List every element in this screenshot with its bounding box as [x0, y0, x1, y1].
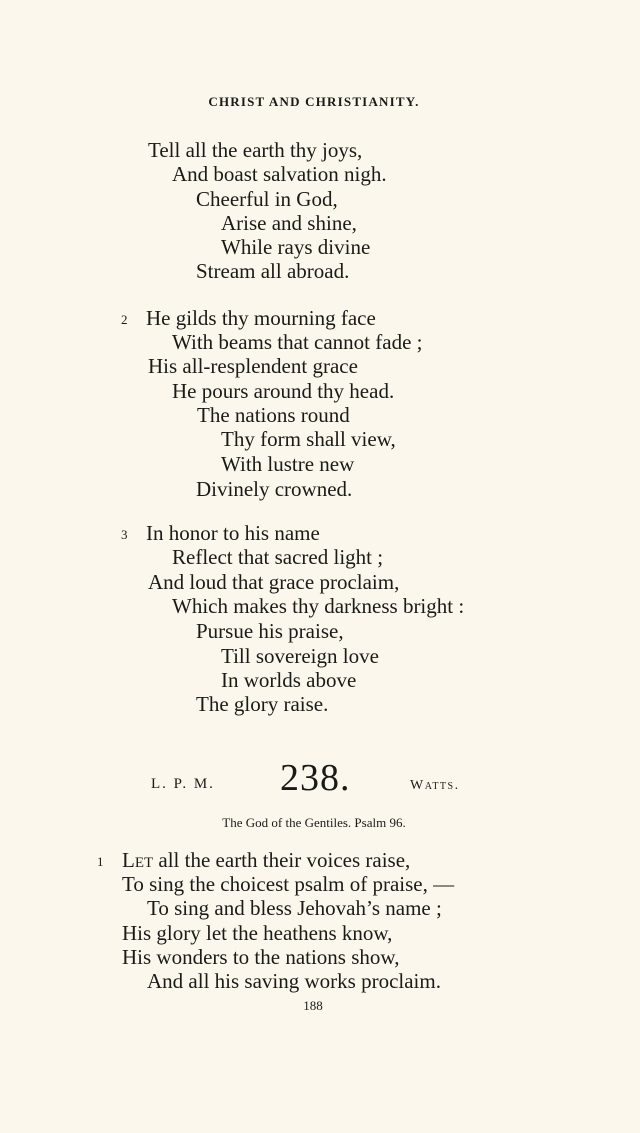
- stanza3-line-6: Till sovereign love: [221, 644, 379, 668]
- stanza3-line-5: Pursue his praise,: [196, 619, 344, 643]
- stanza4-line-1: [122, 848, 410, 872]
- stanza1-line-6: Stream all abroad.: [196, 259, 350, 283]
- stanza4-line-6: And all his saving works proclaim.: [147, 969, 441, 993]
- hymn-author: Watts.: [410, 778, 460, 793]
- hymn-number: 238.: [280, 757, 351, 799]
- stanza4-line-5: His wonders to the nations show,: [122, 945, 400, 969]
- stanza3-line-1: In honor to his name: [146, 521, 320, 545]
- page-number: 188: [303, 998, 323, 1013]
- stanza1-line-1: Tell all the earth thy joys,: [148, 138, 363, 162]
- stanza3-line-2: Reflect that sacred light ;: [172, 545, 384, 569]
- stanza1-line-5: While rays divine: [221, 235, 371, 259]
- stanza2-line-4: He pours around thy head.: [172, 379, 395, 403]
- stanza1-line-3: Cheerful in God,: [196, 187, 338, 211]
- stanza2-line-6: Thy form shall view,: [221, 427, 396, 451]
- stanza3-line-7: In worlds above: [221, 668, 357, 692]
- stanza4-line-2: To sing the choicest psalm of praise, —: [122, 872, 455, 896]
- stanza4-line-3: To sing and bless Jehovah’s name ;: [147, 896, 442, 920]
- running-head: CHRIST AND CHRISTIANITY.: [208, 94, 420, 109]
- hymn-subtitle: The God of the Gentiles. Psalm 96.: [222, 815, 406, 830]
- hymn-meter: L. P. M.: [151, 776, 215, 792]
- stanza2-line-7: With lustre new: [221, 452, 355, 476]
- stanza3-number: 3: [121, 527, 128, 542]
- stanza3-line-8: The glory raise.: [196, 692, 329, 716]
- stanza4-first-word: Let: [122, 848, 154, 872]
- stanza3-line-3: And loud that grace proclaim,: [148, 570, 400, 594]
- stanza2-line-1: He gilds thy mourning face: [146, 306, 376, 330]
- stanza2-line-5: The nations round: [197, 403, 350, 427]
- stanza4-number: 1: [97, 854, 104, 869]
- stanza4-line-4: His glory let the heathens know,: [122, 921, 393, 945]
- stanza2-line-2: With beams that cannot fade ;: [172, 330, 423, 354]
- stanza2-line-8: Divinely crowned.: [196, 477, 353, 501]
- stanza2-number: 2: [121, 312, 128, 327]
- stanza1-line-4: Arise and shine,: [221, 211, 357, 235]
- stanza1-line-2: And boast salvation nigh.: [172, 162, 387, 186]
- stanza4-line-1-rest: all the earth their voices raise,: [153, 848, 411, 872]
- stanza3-line-4: Which makes thy darkness bright :: [172, 594, 465, 618]
- stanza2-line-3: His all-resplendent grace: [148, 354, 358, 378]
